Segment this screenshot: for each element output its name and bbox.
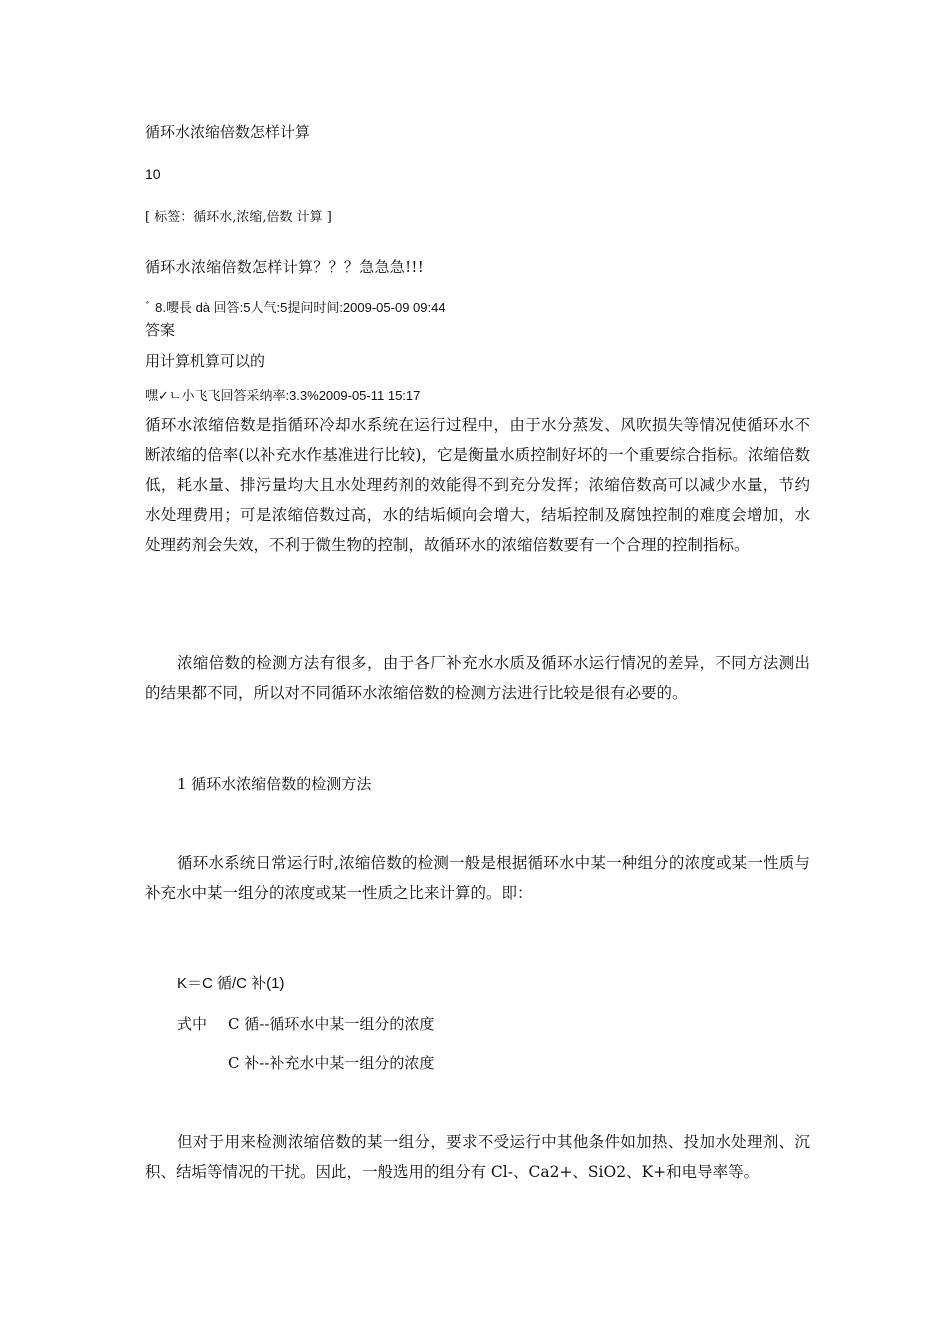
question-tags: [ 标签：循环水,浓缩,倍数 计算 ] bbox=[145, 210, 332, 225]
answer-label: 答案 bbox=[145, 321, 176, 339]
article-paragraph-calculation: 循环水系统日常运行时,浓缩倍数的检测一般是根据循环水中某一种组分的浓度或某一性质与补充水中某一组分的浓度或某一性质之比来计算的。即： bbox=[145, 854, 810, 902]
article-paragraph-components: 但对于用来检测浓缩倍数的某一组分，要求不受运行中其他条件如加热、投加水处理剂、沉积、结垢等情况的干扰。因此，一般选用的组分有 Cl-、Ca2+、SiO2、K+和电导率等。 bbox=[145, 1133, 810, 1181]
answer-meta: 嘿✓ㄴ小飞飞回答采纳率:3.3%2009-05-11 15:17 bbox=[145, 388, 421, 403]
answer-text: 用计算机算可以的 bbox=[145, 352, 266, 370]
article-paragraph-definition: 循环水浓缩倍数是指循环冷却水系统在运行过程中，由于水分蒸发、风吹损失等情况使循环水不断浓缩的倍率(以补充水作基准进行比较)，它是衡量水质控制好坏的一个重要综合指标。浓缩倍数低，耗水量、排污量均大且水处理药剂的效能得不到充分发挥；浓缩倍数高可以减少水量，节约水处理费用；可是浓缩倍数过高，水的结垢倾向会增大，结垢控制及腐蚀控制的难度会增加，水处理药剂会失效，不利于微生物的控制，故循环水的浓缩倍数要有一个合理的控制指标。 bbox=[145, 416, 810, 554]
question-body: 循环水浓缩倍数怎样计算？？？急急急!!! bbox=[145, 258, 425, 276]
article-paragraph-methods: 浓缩倍数的检测方法有很多，由于各厂补充水水质及循环水运行情况的差异，不同方法测出的结果都不同，所以对不同循环水浓缩倍数的检测方法进行比较是很有必要的。 bbox=[145, 654, 810, 702]
reward-score: 10 bbox=[145, 166, 161, 182]
formula-definition-circulating: C 循--循环水中某一组分的浓度 bbox=[228, 1015, 435, 1033]
question-meta: ﾞ 8.嘤長 dà 回答:5人气:5提问时间:2009-05-09 09:44 bbox=[145, 300, 446, 315]
formula-where-label: 式中 bbox=[177, 1015, 208, 1033]
section-heading: 1 循环水浓缩倍数的检测方法 bbox=[177, 775, 372, 793]
formula-definition-makeup: C 补--补充水中某一组分的浓度 bbox=[228, 1054, 435, 1072]
formula: K＝C 循/C 补(1) bbox=[177, 975, 285, 992]
question-title: 循环水浓缩倍数怎样计算 bbox=[145, 123, 311, 141]
